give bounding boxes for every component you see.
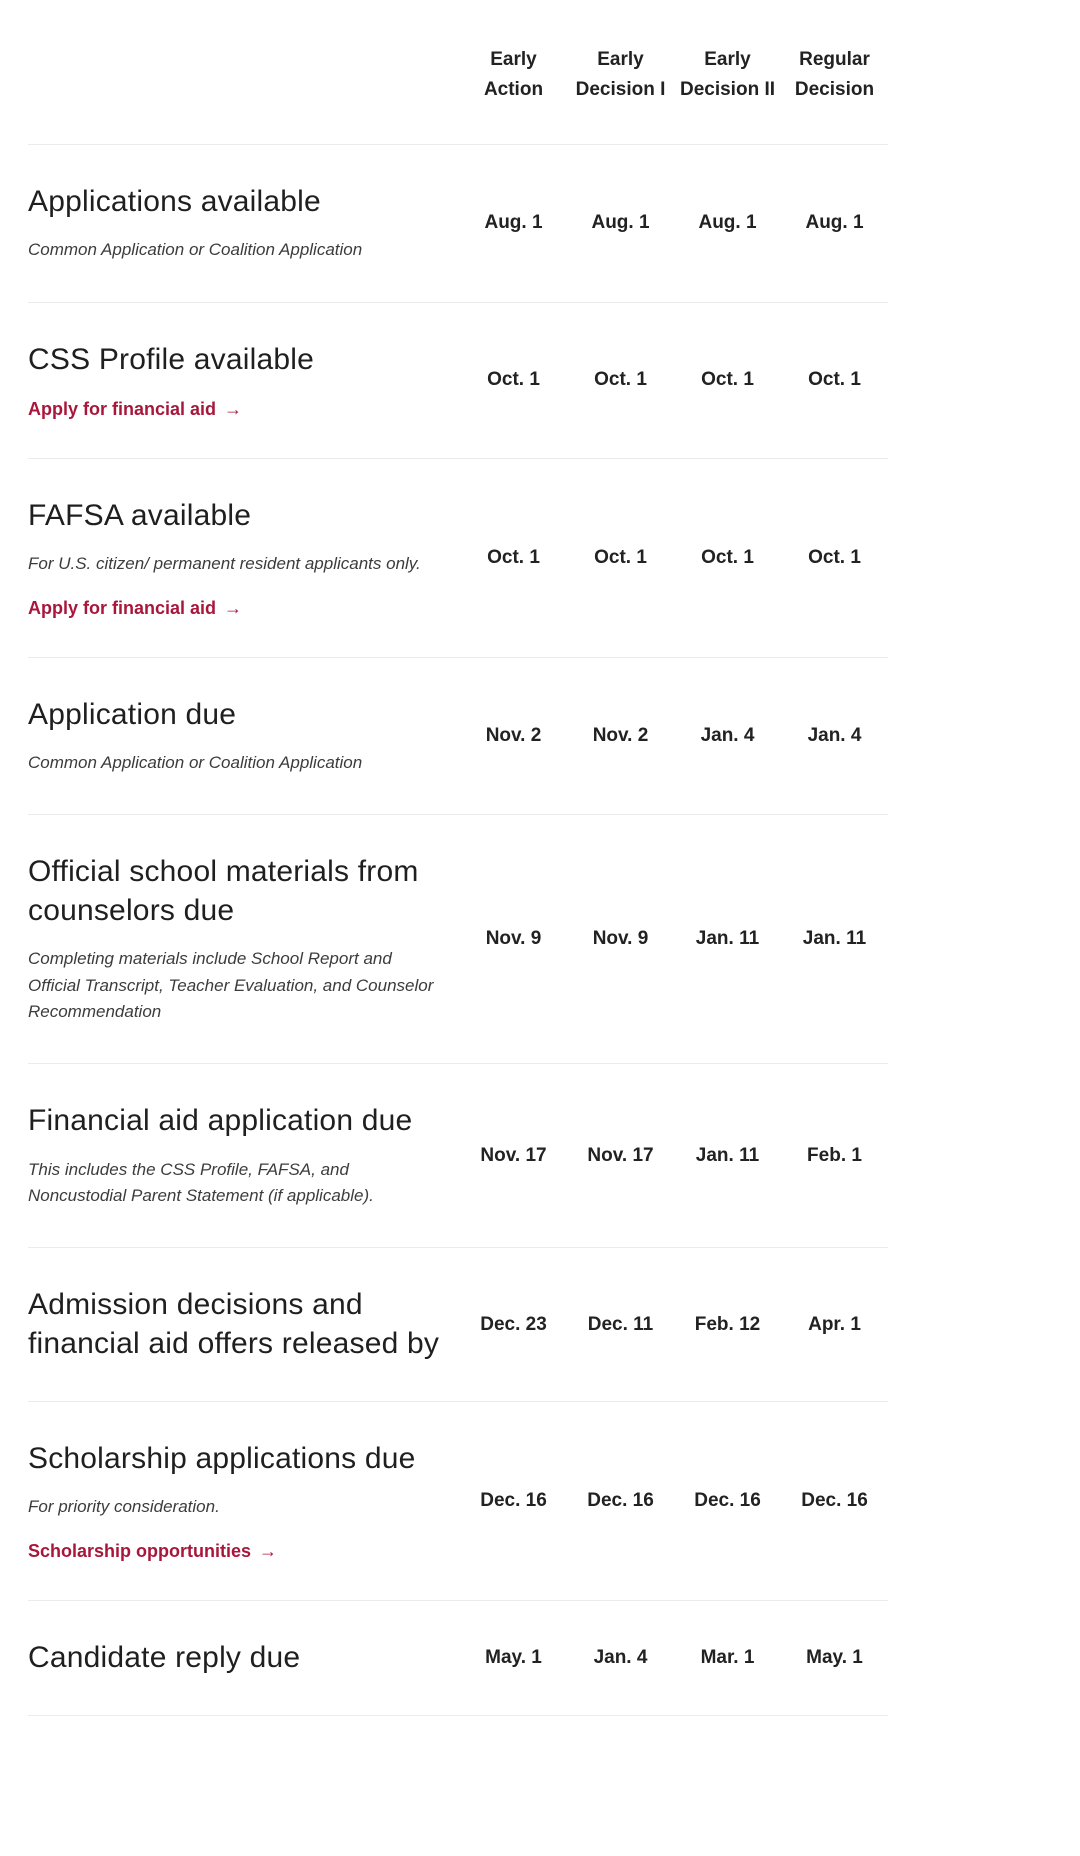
table-row bbox=[28, 458, 888, 657]
date-cell: Dec. 16 bbox=[694, 1489, 761, 1511]
table-row bbox=[28, 144, 888, 302]
arrow-right-icon: → bbox=[224, 398, 243, 419]
row-title: Financial aid application due bbox=[28, 1104, 413, 1138]
date-cell: Apr. 1 bbox=[808, 1313, 861, 1335]
admissions-deadline-table bbox=[28, 0, 888, 1716]
date-cell: Oct. 1 bbox=[594, 369, 647, 391]
link-label: Scholarship opportunities bbox=[28, 1540, 252, 1561]
table-row bbox=[28, 1247, 888, 1401]
date-cell: Jan. 11 bbox=[802, 928, 867, 950]
row-note: For priority consideration. bbox=[28, 1497, 220, 1517]
row-title: Application due bbox=[28, 697, 237, 731]
row-title: Admission decisions and financial aid offers released by bbox=[28, 1288, 440, 1360]
row-label bbox=[28, 1639, 460, 1677]
row-title: Scholarship applications due bbox=[28, 1442, 416, 1476]
date-cell: Oct. 1 bbox=[487, 546, 540, 568]
row-title: Candidate reply due bbox=[28, 1640, 301, 1674]
date-cell: Dec. 16 bbox=[801, 1489, 868, 1511]
arrow-right-icon: → bbox=[259, 1540, 278, 1561]
table-row bbox=[28, 1600, 888, 1716]
date-cell: Nov. 9 bbox=[592, 928, 649, 950]
date-cell: Nov. 2 bbox=[485, 725, 542, 746]
date-cell: Aug. 1 bbox=[698, 212, 757, 234]
date-cell: Oct. 1 bbox=[594, 546, 647, 568]
row-note: For U.S. citizen/ permanent resident applicants only. bbox=[28, 554, 421, 574]
row-title: CSS Profile available bbox=[28, 342, 315, 376]
apply-financial-aid-link[interactable] bbox=[28, 598, 242, 619]
date-cell: Jan. 4 bbox=[700, 725, 755, 746]
row-label bbox=[28, 497, 460, 619]
date-cell: Mar. 1 bbox=[700, 1646, 755, 1668]
column-header-early-decision-2: Early Decision II bbox=[679, 49, 776, 101]
date-cell: Oct. 1 bbox=[808, 369, 861, 391]
column-header-early-decision-1: Early Decision I bbox=[575, 49, 666, 101]
column-header-regular-decision: Regular Decision bbox=[794, 49, 875, 101]
date-cell: Nov. 2 bbox=[592, 725, 649, 746]
row-label bbox=[28, 1286, 460, 1363]
link-label: Apply for financial aid bbox=[28, 597, 217, 618]
row-label bbox=[28, 853, 460, 1025]
date-cell: Oct. 1 bbox=[701, 369, 754, 391]
scholarship-opportunities-link[interactable] bbox=[28, 1541, 277, 1562]
arrow-right-icon: → bbox=[224, 597, 243, 618]
row-label bbox=[28, 1102, 460, 1209]
date-cell: Nov. 17 bbox=[587, 1144, 654, 1166]
date-cell: May. 1 bbox=[485, 1646, 542, 1668]
date-cell: Nov. 9 bbox=[485, 928, 542, 950]
column-header-early-action: Early Action bbox=[483, 49, 544, 101]
date-cell: Oct. 1 bbox=[487, 369, 540, 391]
link-label: Apply for financial aid bbox=[28, 398, 217, 419]
table-row bbox=[28, 302, 888, 458]
date-cell: Oct. 1 bbox=[701, 546, 754, 568]
date-cell: Jan. 4 bbox=[807, 725, 862, 746]
row-label bbox=[28, 696, 460, 777]
row-label bbox=[28, 341, 460, 420]
row-note: Common Application or Coalition Application bbox=[28, 753, 363, 773]
table-row bbox=[28, 1401, 888, 1600]
date-cell: Jan. 11 bbox=[695, 1144, 760, 1166]
date-cell: Dec. 16 bbox=[480, 1489, 547, 1511]
date-cell: Aug. 1 bbox=[591, 212, 650, 234]
row-label bbox=[28, 183, 460, 264]
date-cell: Feb. 12 bbox=[694, 1313, 761, 1335]
row-note: Common Application or Coalition Application bbox=[28, 240, 363, 260]
date-cell: Jan. 11 bbox=[695, 928, 760, 950]
date-cell: Dec. 16 bbox=[587, 1489, 654, 1511]
table-header-row bbox=[28, 0, 888, 144]
date-cell: May. 1 bbox=[806, 1646, 863, 1668]
row-title: FAFSA available bbox=[28, 498, 252, 532]
date-cell: Dec. 23 bbox=[480, 1313, 547, 1335]
date-cell: Aug. 1 bbox=[484, 212, 543, 234]
row-note: This includes the CSS Profile, FAFSA, and Noncustodial Parent Statement (if applicable). bbox=[28, 1159, 374, 1205]
date-cell: Nov. 17 bbox=[480, 1144, 547, 1166]
apply-financial-aid-link[interactable] bbox=[28, 399, 242, 420]
date-cell: Oct. 1 bbox=[808, 546, 861, 568]
table-row bbox=[28, 814, 888, 1063]
table-row bbox=[28, 657, 888, 815]
row-title: Official school materials from counselors due bbox=[28, 855, 419, 927]
row-label bbox=[28, 1440, 460, 1562]
date-cell: Feb. 1 bbox=[807, 1144, 862, 1166]
row-title: Applications available bbox=[28, 184, 321, 218]
row-note: Completing materials include School Report and Official Transcript, Teacher Evaluation, and Counselor Recommendation bbox=[28, 949, 434, 1021]
table-row bbox=[28, 1063, 888, 1247]
date-cell: Dec. 11 bbox=[587, 1313, 654, 1335]
date-cell: Aug. 1 bbox=[805, 212, 864, 234]
date-cell: Jan. 4 bbox=[593, 1646, 648, 1668]
